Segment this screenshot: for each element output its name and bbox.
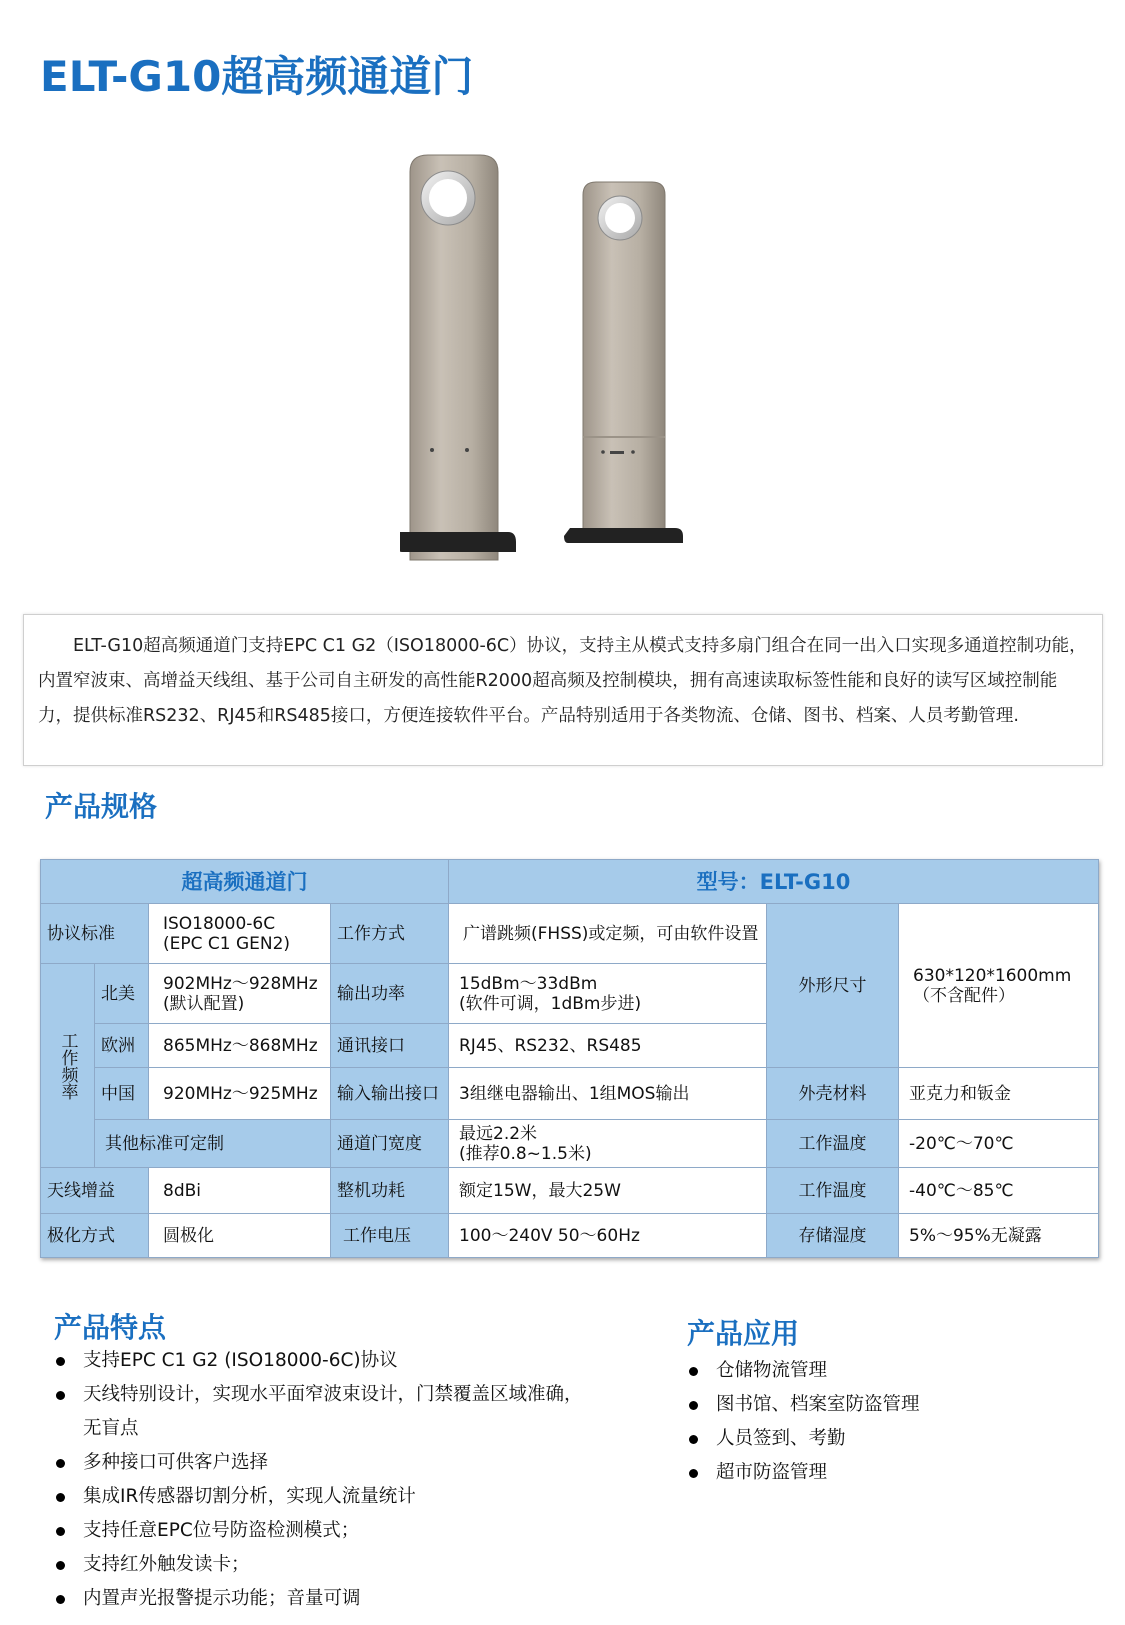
bullet-icon bbox=[56, 1357, 65, 1366]
feature-text: 多种接口可供客户选择 bbox=[83, 1452, 269, 1473]
na-label: 北美 bbox=[95, 964, 149, 1024]
feature-text: 内置声光报警提示功能；音量可调 bbox=[83, 1588, 361, 1609]
list-item bbox=[54, 1514, 594, 1548]
bullet-icon bbox=[56, 1527, 65, 1536]
spec-header-left: 超高频通道门 bbox=[41, 860, 449, 904]
protocol-value bbox=[149, 904, 331, 964]
list-item bbox=[54, 1480, 594, 1514]
applications-list bbox=[687, 1354, 1087, 1490]
product-image bbox=[400, 150, 700, 590]
door-panel-left bbox=[400, 155, 516, 560]
size-value: 630*120*1600mm（不含配件） bbox=[899, 904, 1099, 1068]
humidity-value: 5%～95%无凝露 bbox=[899, 1214, 1099, 1258]
power-label: 输出功率 bbox=[331, 964, 449, 1024]
bullet-icon bbox=[689, 1401, 698, 1410]
list-item bbox=[54, 1446, 594, 1480]
gain-value: 8dBi bbox=[149, 1168, 331, 1214]
other-label: 其他标准可定制 bbox=[95, 1120, 331, 1168]
features-heading: 产品特点 bbox=[54, 1311, 167, 1344]
feature-text: 支持EPC C1 G2 (ISO18000-6C)协议 bbox=[83, 1350, 398, 1371]
feature-text: 支持红外触发读卡； bbox=[83, 1554, 250, 1575]
cn-label: 中国 bbox=[95, 1068, 149, 1120]
bullet-icon bbox=[56, 1459, 65, 1468]
polar-label: 极化方式 bbox=[41, 1214, 149, 1258]
polar-value: 圆极化 bbox=[149, 1214, 331, 1258]
power-value-line1: 15dBm～33dBm bbox=[459, 973, 598, 994]
application-text: 图书馆、档案室防盗管理 bbox=[716, 1394, 920, 1415]
power-value-line2: (软件可调，1dBm步进) bbox=[459, 993, 642, 1014]
bullet-icon bbox=[689, 1469, 698, 1478]
list-item bbox=[54, 1548, 594, 1582]
specs-heading: 产品规格 bbox=[45, 790, 158, 823]
bullet-icon bbox=[56, 1493, 65, 1502]
list-item bbox=[687, 1422, 1087, 1456]
freq-label: 工作频率 bbox=[41, 964, 95, 1168]
bullet-icon bbox=[56, 1391, 65, 1400]
protocol-label: 协议标准 bbox=[41, 904, 149, 964]
eu-label: 欧洲 bbox=[95, 1024, 149, 1068]
list-item bbox=[687, 1354, 1087, 1388]
applications-heading: 产品应用 bbox=[687, 1317, 800, 1350]
protocol-value-line2: (EPC C1 GEN2) bbox=[163, 933, 291, 954]
io-label: 输入输出接口 bbox=[331, 1068, 449, 1120]
comm-label: 通讯接口 bbox=[331, 1024, 449, 1068]
spec-header-right: 型号：ELT-G10 bbox=[449, 860, 1099, 904]
door-panel-right bbox=[564, 182, 683, 543]
temp1-label: 工作温度 bbox=[767, 1120, 899, 1168]
work-mode-label: 工作方式 bbox=[331, 904, 449, 964]
humidity-label: 存储湿度 bbox=[767, 1214, 899, 1258]
application-text: 超市防盗管理 bbox=[716, 1462, 828, 1483]
list-item bbox=[687, 1456, 1087, 1490]
size-label: 外形尺寸 bbox=[767, 904, 899, 1068]
shell-label: 外壳材料 bbox=[767, 1068, 899, 1120]
consume-value: 额定15W，最大25W bbox=[449, 1168, 767, 1214]
cn-value: 920MHz～925MHz bbox=[149, 1068, 331, 1120]
consume-label: 整机功耗 bbox=[331, 1168, 449, 1214]
list-item bbox=[54, 1344, 594, 1378]
width-value-line2: (推荐0.8~1.5米) bbox=[459, 1143, 592, 1164]
list-item bbox=[54, 1378, 594, 1446]
page-title: ELT-G10超高频通道门 bbox=[40, 52, 474, 101]
features-list bbox=[54, 1344, 594, 1616]
eu-value: 865MHz～868MHz bbox=[149, 1024, 331, 1068]
bullet-icon bbox=[56, 1561, 65, 1570]
width-value bbox=[449, 1120, 767, 1168]
voltage-value: 100～240V 50～60Hz bbox=[449, 1214, 767, 1258]
temp2-label: 工作温度 bbox=[767, 1168, 899, 1214]
na-value-line1: 902MHz～928MHz bbox=[163, 973, 318, 994]
voltage-label: 工作电压 bbox=[331, 1214, 449, 1258]
bullet-icon bbox=[689, 1435, 698, 1444]
width-value-line1: 最远2.2米 bbox=[459, 1123, 538, 1144]
feature-text: 天线特别设计，实现水平面窄波束设计，门禁覆盖区域准确，无盲点 bbox=[83, 1384, 583, 1439]
feature-text: 集成IR传感器切割分析，实现人流量统计 bbox=[83, 1486, 416, 1507]
list-item bbox=[687, 1388, 1087, 1422]
na-value bbox=[149, 964, 331, 1024]
bullet-icon bbox=[689, 1367, 698, 1376]
io-value: 3组继电器输出、1组MOS输出 bbox=[449, 1068, 767, 1120]
work-mode-value: 广谱跳频(FHSS)或定频，可由软件设置 bbox=[449, 904, 767, 964]
protocol-value-line1: ISO18000-6C bbox=[163, 913, 276, 934]
feature-text: 支持任意EPC位号防盗检测模式； bbox=[83, 1520, 360, 1541]
temp1-value: -20℃～70℃ bbox=[899, 1120, 1099, 1168]
power-value bbox=[449, 964, 767, 1024]
temp2-value: -40℃～85℃ bbox=[899, 1168, 1099, 1214]
bullet-icon bbox=[56, 1595, 65, 1604]
na-value-line2: (默认配置) bbox=[163, 993, 245, 1014]
width-label: 通道门宽度 bbox=[331, 1120, 449, 1168]
application-text: 人员签到、考勤 bbox=[716, 1428, 846, 1449]
comm-value: RJ45、RS232、RS485 bbox=[449, 1024, 767, 1068]
gain-label: 天线增益 bbox=[41, 1168, 149, 1214]
application-text: 仓储物流管理 bbox=[716, 1360, 828, 1381]
shell-value: 亚克力和钣金 bbox=[899, 1068, 1099, 1120]
spec-table bbox=[40, 859, 1099, 1258]
list-item bbox=[54, 1582, 594, 1616]
product-description: ELT-G10超高频通道门支持EPC C1 G2（ISO18000-6C）协议，支持主从模式支持多扇门组合在同一出入口实现多通道控制功能，内置窄波束、高增益天线组、基于公司自主研发的高性能R2000超高频及控制模块，拥有高速读取标签性能和良好的读写区域控制能力，提供标准RS232、RJ45和RS485接口，方便连接软件平台。产品特别适用于各类物流、仓储、图书、档案、人员考勤管理. bbox=[23, 614, 1103, 766]
